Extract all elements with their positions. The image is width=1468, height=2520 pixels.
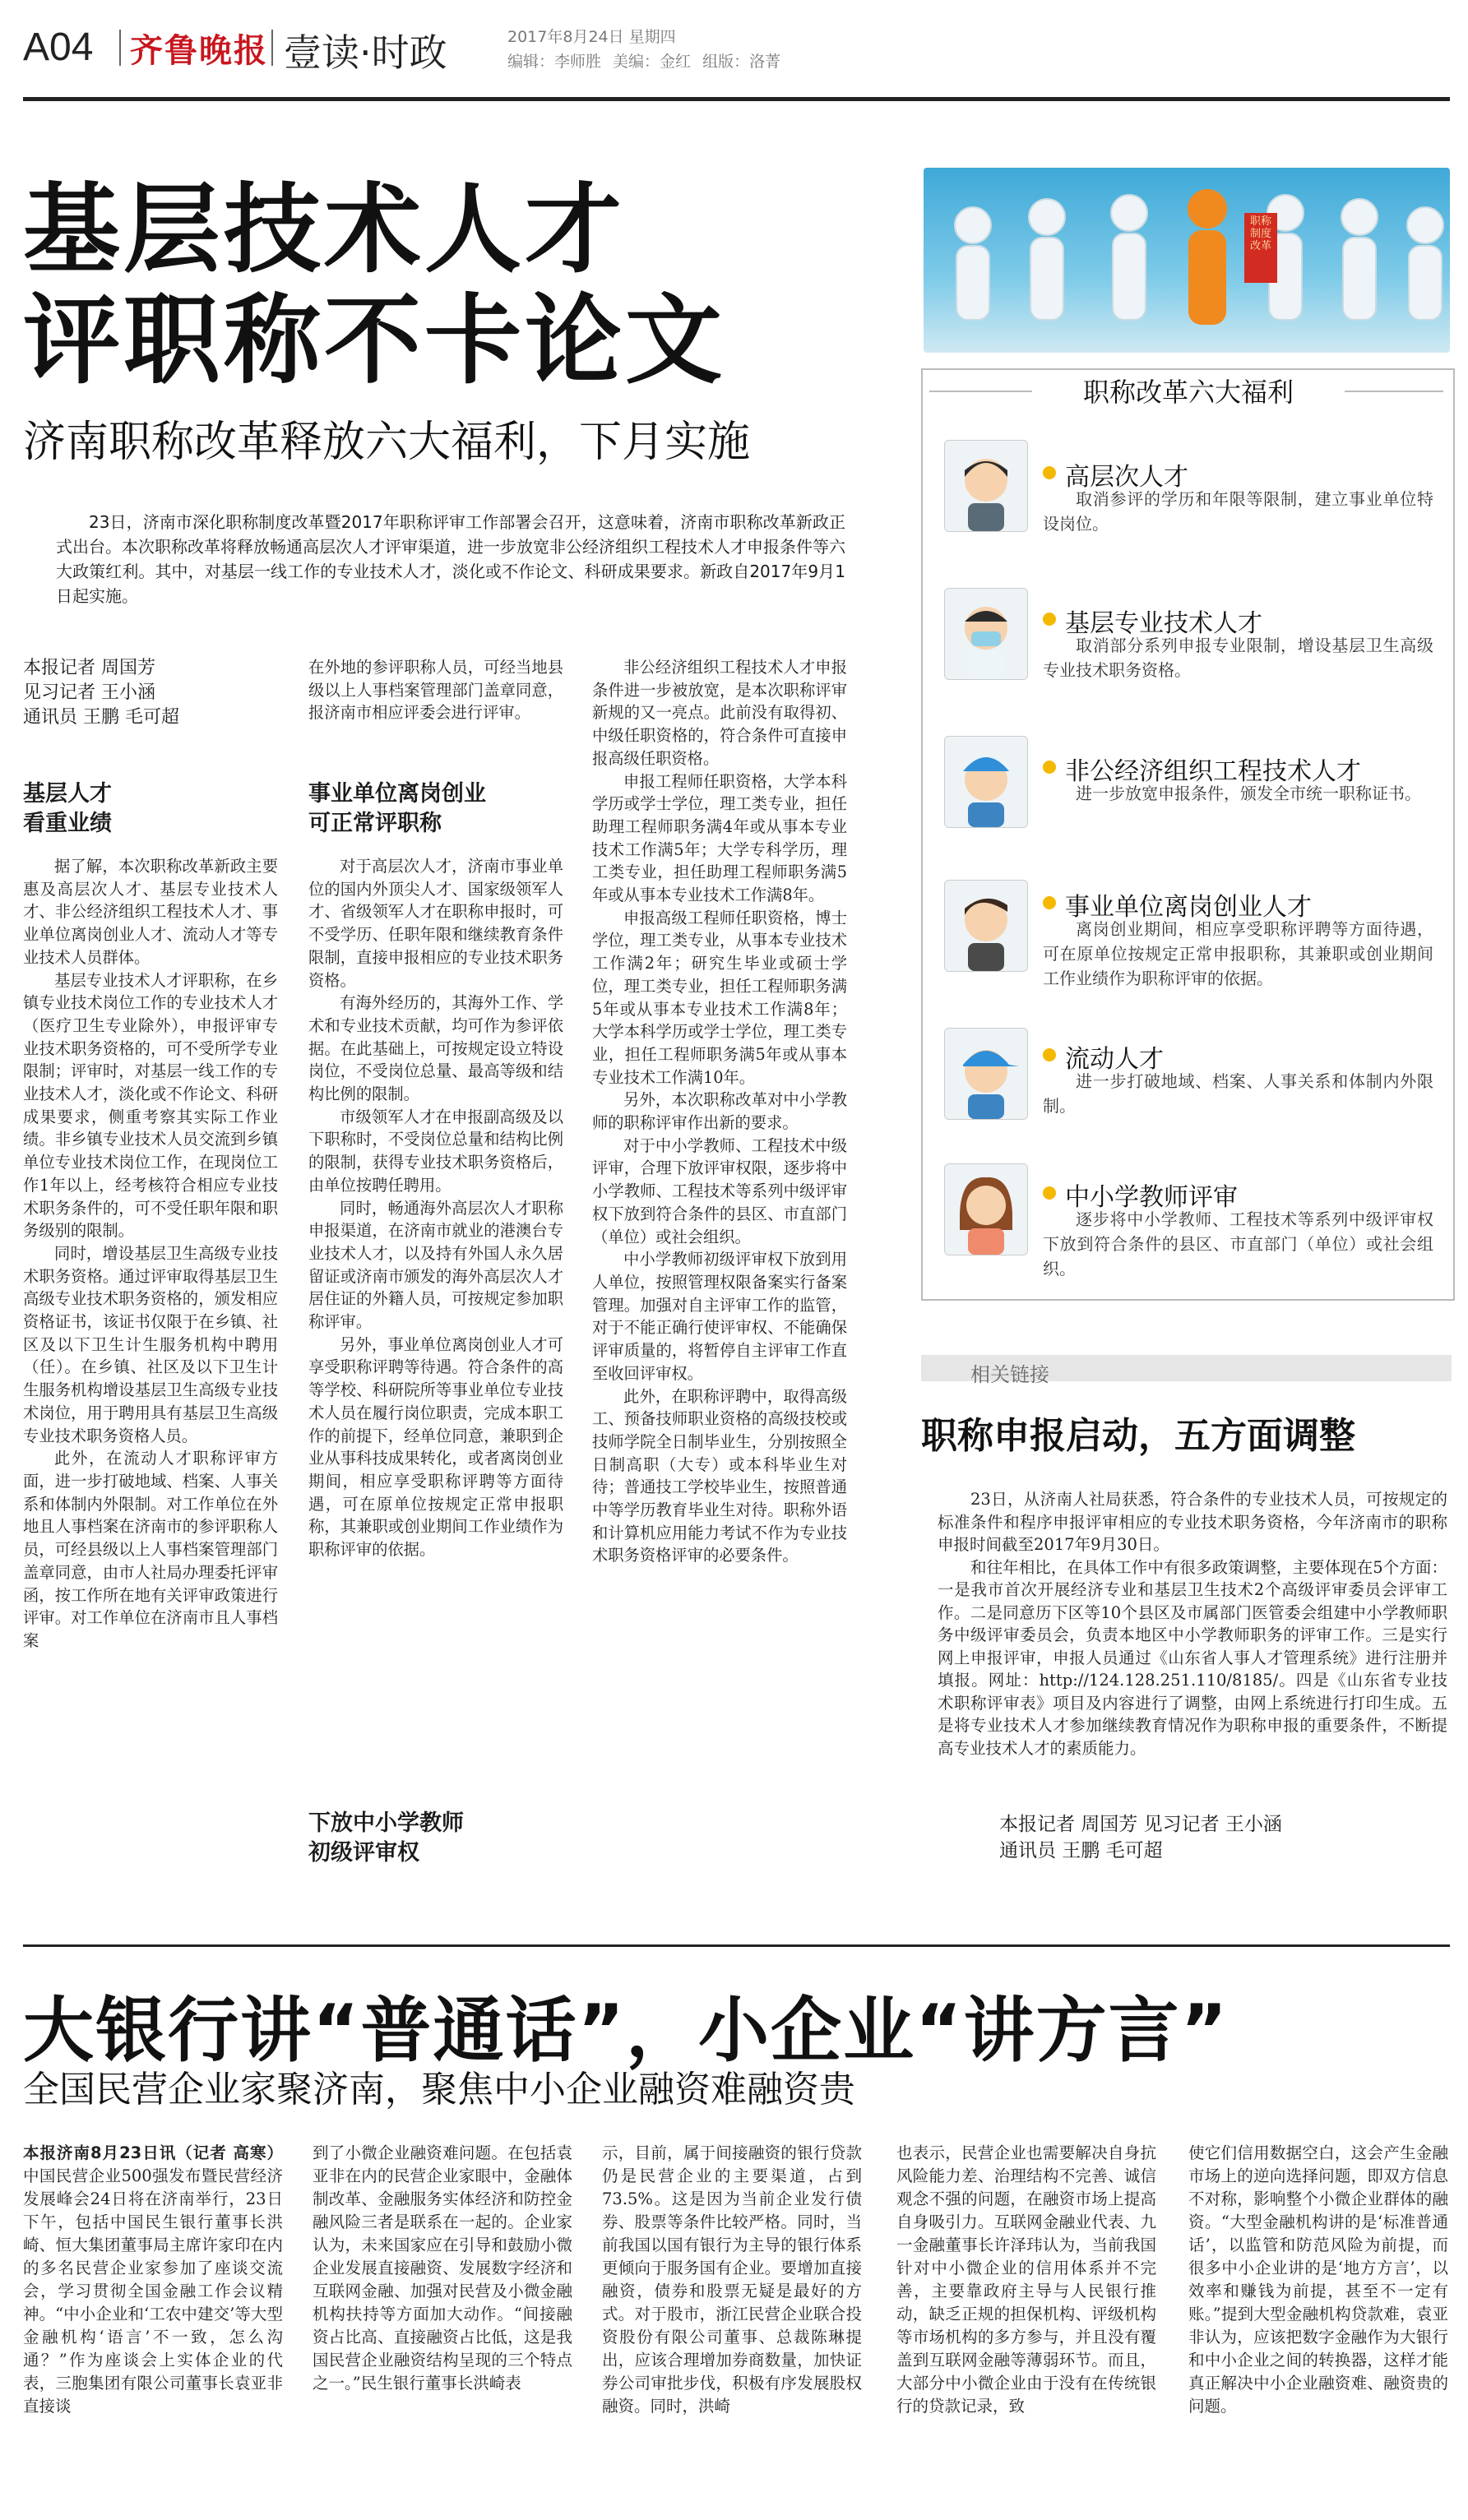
related-link-label: 相关链接 [970,1363,1049,1386]
reform-tag: 职称制度改革 [1249,215,1271,252]
panel-title: 职称改革六大福利 [1032,372,1345,409]
benefit-title: 中小学教师评审 [1065,1183,1238,1212]
newspaper-logo: 齐鲁晚报 [130,31,268,70]
paragraph: 市级领军人才在申报副高级及以下职称时，不受岗位总量和结构比例的限制，获得专业技术职务资格后，由单位按聘任聘用。 [308,1107,563,1195]
paragraph: 对于高层次人才，济南市事业单位的国内外顶尖人才、国家级领军人才、省级领军人才在职称申报时，可不受学历、任职年限和继续教育条件限制，直接申报相应的专业技术职务资格。 [308,857,563,990]
benefit-desc: 取消部分系列申报专业限制，增设基层卫生高级专业技术职务资格。 [1043,636,1433,680]
entrepreneur-avatar-icon [944,880,1028,972]
col1-body [23,855,278,1653]
bullet-icon [1043,1186,1056,1200]
paragraph: 也表示，民营企业也需要解决自身抗风险能力差、治理结构不完善、诚信观念不强的问题，在融资市场上提高自身吸引力。互联网金融业代表、九一金融董事长许泽玮认为，当前我国针对中小微企业的信用体系并不完善，主要靠政府主导与人民银行推动，缺乏正规的担保机构、评级机构等市场机构的多方参与，并且没有覆盖到互联网金融等薄弱环节。而且，大部分中小微企业由于没有在传统银行的贷款记录，致 [896,2143,1156,2416]
paragraph: 中国民营企业500强发布暨民营经济发展峰会24日将在济南举行，23日下午，包括中国民生银行董事长洪崎、恒大集团董事局主席许家印在内的多名民营企业家参加了座谈交流会，学习贯彻全国金融工作会议精神。“中小企业和‘工农中建交’等大型金融机构‘语言’不一致，怎么沟通？”作为座谈会上实体企业的代表，三胞集团有限公司董事长袁亚非直接谈 [23,2166,283,2416]
engineer-avatar-icon [944,736,1028,828]
paragraph: 有海外经历的，其海外工作、学术和专业技术贡献，均可作为参评依据。在此基础上，可按规定设立特设岗位，不受岗位总量、最高等级和结构比例的限制。 [308,993,563,1104]
benefit-desc: 进一步打破地域、档案、人事关系和体制内外限制。 [1043,1071,1433,1116]
bullet-icon [1043,896,1056,909]
paragraph: 示，目前，属于间接融资的银行贷款仍是民营企业的主要渠道，占到73.5%。这是因为当前企业发行债券、股票等条件比较严格。同时，当前我国以国有银行为主导的银行体系更倾向于服务国有企业。要增加直接融资，债券和股票无疑是最好的方式。对于股市，浙江民营企业联合投资股份有限公司董事、总裁陈琳提出，应该合理增加券商数量，加快证券公司审批步伐，积极有序发展股权融资。同时，洪崎 [602,2143,862,2416]
paragraph: 在外地的参评职称人员，可经当地县级以上人事档案管理部门盖章同意，报济南市相应评委会进行评审。 [308,658,563,723]
related-body [938,1488,1447,1759]
paragraph: 使它们信用数据空白，这会产生金融市场上的逆向选择问题，即双方信息不对称，影响整个小微企业群体的融资。“大型金融机构讲的是‘标准普通话’，以监管和防范风险为前提，而很多中小企业讲的是‘地方方言’，以效率和赚钱为前提，甚至不一定有账。”提到大型金融机构贷款难，袁亚非认为，应该把数字金融作为大银行和中小企业之间的转换器，这样才能真正解决中小企业融资难、融资贵的问题。 [1188,2143,1448,2416]
bullet-icon [1043,761,1056,774]
paragraph: 中小学教师初级评审权下放到用人单位，按照管理权限备案实行备案管理。加强对自主评审工作的监管，对于不能正确行使评审权、不能确保评审质量的，将暂停自主评审工作直至收回评审权。 [592,1250,847,1383]
article-byline [23,656,179,730]
paragraph: 此外，在流动人才职称评审方面，进一步打破地域、档案、人事关系和体制内外限制。对工作单位在外地且人事档案在济南市的参评职称人员，可经县级以上人事档案管理部门盖章同意，由市人社局办理委托评审函，按工作所在地有关评审政策进行评审。对工作单位在济南市且人事档案 [23,1449,278,1650]
masthead-divider [271,30,273,66]
headline2: 大银行讲“普通话”，小企业“讲方言” [23,1990,1230,2072]
benefit-title: 高层次人才 [1065,463,1188,492]
paragraph: 据了解，本次职称改革新政主要惠及高层次人才、基层专业技术人才、非公经济组织工程技术人才、事业单位离岗创业人才、流动人才等专业技术人员群体。 [23,857,278,967]
dateline: 本报济南8月23日讯（记者 高寒） [23,2143,283,2162]
bullet-icon [1043,613,1056,626]
paragraph: 和往年相比，在具体工作中有很多政策调整，主要体现在5个方面：一是我市首次开展经济专业和基层卫生技术2个高级评审委员会评审工作。二是同意历下区等10个县区及市属部门医管委会组建中小学教师职务中级评审委员会，负责本地区中小学教师职务的评审工作。三是实行网上申报评审，申报人员通过《山东省人事人才管理系统》进行注册并填报。网址：http://124.128.251.110/8185/。四是《山东省专业技术职称评审表》项目及内容进行了调整，由网上系统进行打印生成。五是将专业技术人才参加继续教育情况作为职称申报的重要条件，不断提高专业技术人才的素质能力。 [938,1557,1447,1758]
byline-intern: 见习记者 王小涵 [23,682,155,703]
paragraph: 此外，在职称评聘中，取得高级工、预备技师职业资格的高级技校或技师学院全日制毕业生，分别按照全日制高职（大专）或本科毕业生对待；普通技工学校毕业生，按照普通中等学历教育毕业生对待。职称外语和计算机应用能力考试不作为专业技术职务资格评审的必要条件。 [592,1386,847,1565]
byline-correspondent: 通讯员 王鹏 毛可超 [23,707,179,728]
headline-subtitle: 济南职称改革释放六大福利，下月实施 [23,418,751,467]
headline-line1: 基层技术人才 [23,173,626,286]
paragraph: 非公经济组织工程技术人才申报条件进一步被放宽，是本次职称评审新规的又一亮点。此前没有取得初、中级任职资格的，符合条件可直接申报高级任职资格。 [592,658,847,768]
paragraph: 23日，从济南人社局获悉，符合条件的专业技术人员，可按规定的标准条件和程序申报评审相应的专业技术职务资格，今年济南市的职称申报时间截至2017年9月30日。 [938,1490,1447,1554]
paragraph: 基层专业技术人才评职称，在乡镇专业技术岗位工作的专业技术人才（医疗卫生专业除外），申报评审专业技术职务资格的，可不受所学专业限制；评审时，对基层一线工作的专业技术人才，淡化或不作论文、科研成果要求，侧重考察其实际工作业绩。非乡镇专业技术人员交流到乡镇单位专业技术岗位工作，在现岗位工作1年以上，经考核符合相应专业技术职务条件的，可不受任职年限和职务级别的限制。 [23,970,278,1241]
related-byline: 本报记者 周国芳 见习记者 王小涵 [999,1814,1282,1835]
bullet-icon [1043,466,1056,479]
bullet-icon [1043,1048,1056,1061]
article-lead: 23日，济南市深化职称制度改革暨2017年职称评审工作部署会召开，这意味着，济南市职称改革新政正式出台。本次职称改革将释放畅通高层次人才评审渠道，进一步放宽非公经济组织工程技术人才申报条件等六大政策红利。其中，对基层一线工作的专业技术人才，淡化或不作论文、科研成果要求。新政自2017年9月1日起实施。 [56,512,845,606]
headline-line2: 评职称不卡论文 [23,284,726,397]
benefit-title: 事业单位离岗创业人才 [1065,893,1312,922]
benefit-desc: 取消参评的学历和年限等限制，建立事业单位特设岗位。 [1043,489,1433,534]
article2-col3 [602,2142,862,2418]
col2-subhead-b: 下放中小学教师 初级评审权 [308,1810,464,1866]
related-byline: 通讯员 王鹏 毛可超 [999,1840,1163,1861]
paragraph: 另外，本次职称改革对中小学教师的职称评审作出新的要求。 [592,1090,847,1133]
paragraph: 到了小微企业融资难问题。在包括袁亚非在内的民营企业家眼中，金融体制改革、金融服务实体经济和防控金融风险三者是联系在一起的。企业家认为，未来国家应在引导和鼓励小微企业发展直接融资、发展数字经济和互联网金融、加强对民营及小微金融机构扶持等方面加大动作。“间接融资占比高、直接融资占比低，这是我国民营企业融资结构呈现的三个特点之一。”民生银行董事长洪崎表 [313,2143,572,2393]
col3-body [592,656,847,1567]
benefit-title: 非公经济组织工程技术人才 [1065,757,1361,786]
paragraph: 申报工程师任职资格，大学本科学历或学士学位，理工类专业，担任助理工程师职务满4年或从事本专业技术工作满5年；大学专科学历，理工类专业，担任助理工程师职务满5年或从事本专业技术工作满8年。 [592,771,847,905]
benefit-desc: 逐步将中小学教师、工程技术等系列中级评审权下放到符合条件的县区、市直部门（单位）或社会组织。 [1043,1209,1433,1278]
reform-illustration [924,168,1450,353]
avatar-icon [944,440,1028,532]
benefit-title: 流动人才 [1065,1045,1164,1074]
paragraph: 申报高级工程师任职资格，博士学位，理工类专业，从事本专业技术工作满2年；研究生毕业或硕士学位，理工类专业，担任工程师职务满5年或从事本专业技术工作满8年；大学本科学历或学士学位，理工类专业，担任工程师职务满5年或从事本专业技术工作满10年。 [592,908,847,1087]
benefit-desc: 离岗创业期间，相应享受职称评聘等方面待遇，可在原单位按规定正常申报职称，其兼职或创业期间工作业绩作为职称评审的依据。 [1043,919,1433,988]
editorial-staff: 编辑：李师胜 美编：金红 组版：洛菁 [507,53,781,71]
doctor-avatar-icon [944,588,1028,680]
col2-body-top [308,656,563,724]
paragraph: 另外，事业单位离岗创业人才可享受职称评聘等待遇。符合条件的高等学校、科研院所等事业单位专业技术人员在履行岗位职责，完成本职工作的前提下，经单位同意，兼职到企业从事科技成果转化，或者离岗创业期间，相应享受职称评聘等方面待遇，可在原单位按规定正常申报职称，其兼职或创业期间工作业绩作为职称评审的依据。 [308,1334,563,1560]
top-rule [23,97,1450,101]
byline-reporter: 本报记者 周国芳 [23,658,155,678]
paragraph: 同时，增设基层卫生高级专业技术职务资格。通过评审取得基层卫生高级专业技术职务资格的，颁发相应资格证书，该证书仅限于在乡镇、社区及以下卫生计生服务机构中聘用（任）。在乡镇、社区及以下卫生计生服务机构增设基层卫生高级专业技术岗位，用于聘用具有基层卫生高级专业技术职务资格人员。 [23,1243,278,1445]
section-name: 壹读·时政 [284,30,447,75]
article2-col1 [23,2142,283,2418]
col2-subhead: 事业单位离岗创业 可正常评职称 [308,781,486,836]
page-number: A04 [23,25,94,69]
headline2-subtitle: 全国民营企业家聚济南，聚焦中小企业融资难融资贵 [23,2069,855,2111]
teacher-avatar-icon [944,1163,1028,1255]
paragraph: 同时，畅通海外高层次人才职称申报渠道，在济南市就业的港澳台专业技术人才，以及持有外国人永久居留证或济南市颁发的海外高层次人才居住证的外籍人员，可按规定参加职称评审。 [308,1198,563,1332]
figures-icon [924,168,1450,353]
section-rule [23,1944,1450,1947]
col1-subhead: 基层人才 看重业绩 [23,781,112,836]
masthead-divider [119,30,121,66]
col2-body [308,855,563,1561]
benefit-desc: 进一步放宽申报条件，颁发全市统一职称证书。 [1076,784,1421,803]
paragraph: 对于中小学教师、工程技术中级评审，合理下放评审权限，逐步将中小学教师、工程技术等系列中级评审权下放到符合条件的县区、市直部门（单位）或社会组织。 [592,1135,847,1246]
worker-avatar-icon [944,1028,1028,1120]
benefit-title: 基层专业技术人才 [1065,609,1262,638]
issue-date: 2017年8月24日 星期四 [507,28,676,46]
related-headline: 职称申报启动，五方面调整 [921,1415,1355,1457]
article2-col5 [1188,2142,1448,2418]
article2-col2 [313,2142,572,2395]
article2-col4 [896,2142,1156,2418]
